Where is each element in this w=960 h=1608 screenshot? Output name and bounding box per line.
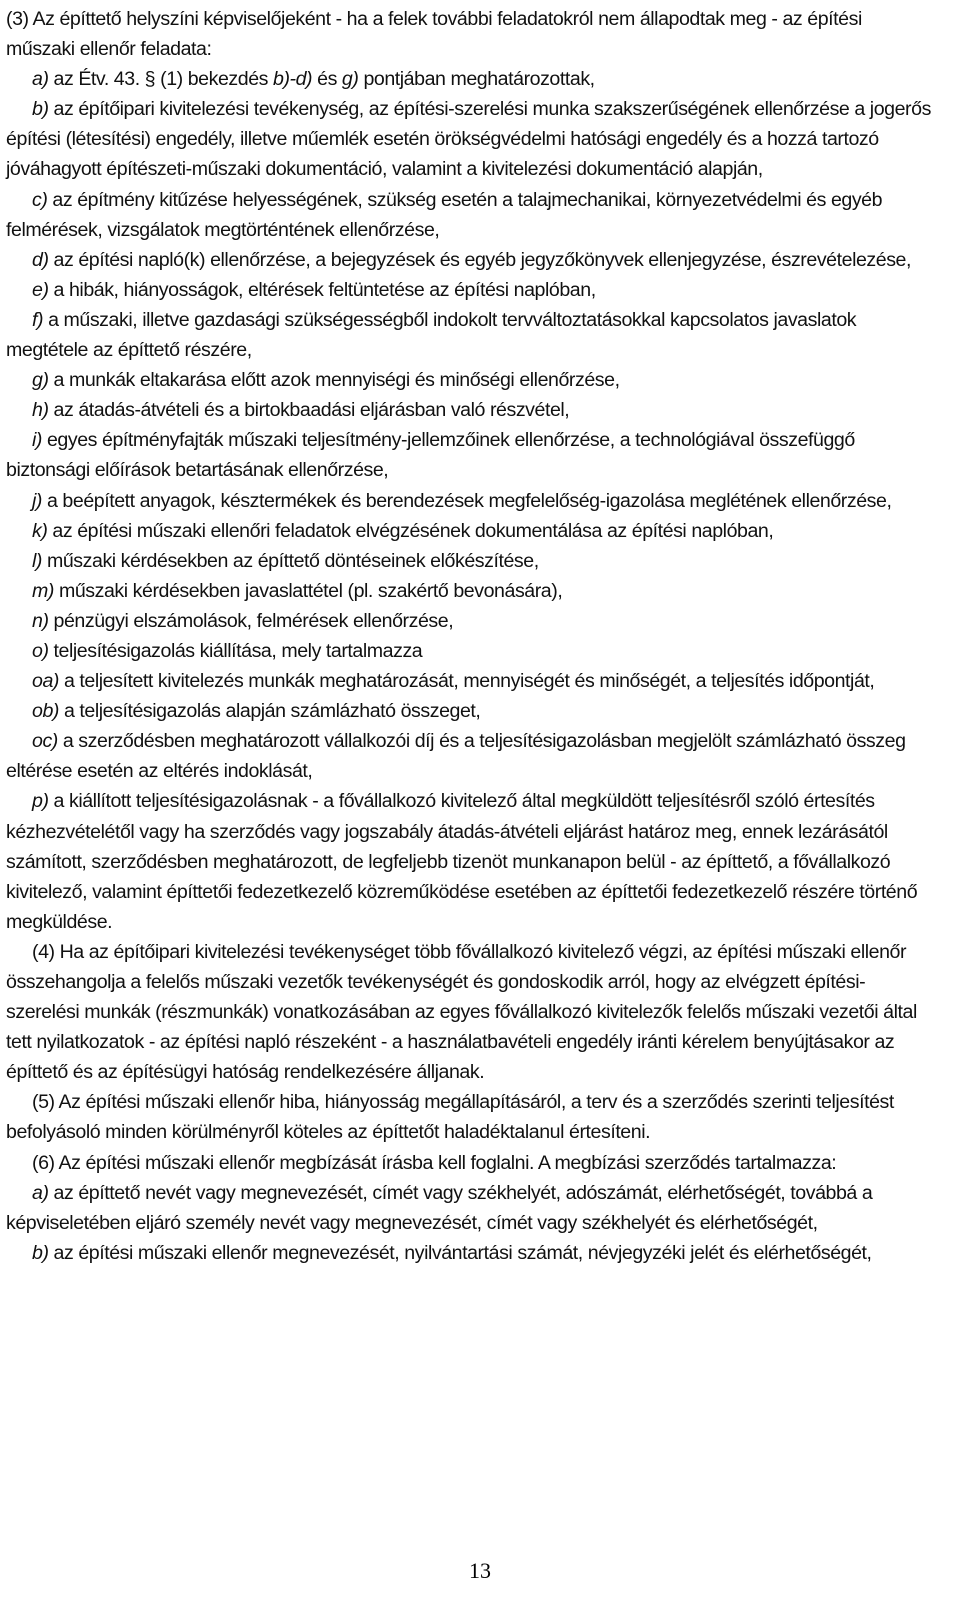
item-d: d) az építési napló(k) ellenőrzése, a bejegyzések és egyéb jegyzőkönyvek ellenjegyzése, észrevételezése, <box>32 248 911 271</box>
item-label: o) <box>32 639 49 662</box>
reference: b)-d) <box>273 68 313 91</box>
item-label: c) <box>32 188 48 211</box>
item-label: p) <box>32 790 49 813</box>
item-label: l) <box>32 549 42 572</box>
paragraph-3-intro: (3) Az építtető helyszíni képviselőjeként - ha a felek további feladatokról nem állapodtak meg - az építési műszaki ellenőr feladata: <box>6 8 862 61</box>
item-label: i) <box>32 429 42 452</box>
item-m: m) műszaki kérdésekben javaslattétel (pl. szakértő bevonására), <box>32 579 563 602</box>
item-oc: oc) a szerződésben meghatározott vállalkozói díj és a teljesítésigazolásban megjelölt számlázható összeg eltérése esetén az eltérés indoklását, <box>6 730 906 783</box>
item-label: ob) <box>32 700 59 723</box>
item-6a: a) az építtető nevét vagy megnevezését, címét vagy székhelyét, adószámát, elérhetőségét, továbbá a képviseletében eljáró személy nevét vagy megnevezését, címét vagy székhelyét és elérhetőségét, <box>6 1181 873 1234</box>
item-e: e) a hibák, hiányosságok, eltérések feltüntetése az építési naplóban, <box>32 278 596 301</box>
item-label: oa) <box>32 670 59 693</box>
item-label: a) <box>32 68 49 91</box>
item-label: b) <box>32 98 49 121</box>
item-ob: ob) a teljesítésigazolás alapján számlázható összeget, <box>32 700 481 723</box>
item-oa: oa) a teljesített kivitelezés munkák meghatározását, mennyiségét és minőségét, a teljesítés időpontját, <box>32 670 875 693</box>
item-label: b) <box>32 1241 49 1264</box>
paragraph-5: (5) Az építési műszaki ellenőr hiba, hiányosság megállapításáról, a terv és a szerződés szerinti teljesítést befolyásoló minden körülményről köteles az építtetőt haladéktalanul értesíteni. <box>6 1091 894 1144</box>
item-j: j) a beépített anyagok, késztermékek és berendezések megfelelőség-igazolása meglétének ellenőrzése, <box>32 489 892 512</box>
item-label: k) <box>32 519 48 542</box>
item-6b: b) az építési műszaki ellenőr megnevezését, nyilvántartási számát, névjegyzéki jelét és elérhetőségét, <box>32 1241 872 1264</box>
item-label: m) <box>32 579 54 602</box>
item-label: e) <box>32 278 49 301</box>
item-p: p) a kiállított teljesítésigazolásnak - a fővállalkozó kivitelező által megküldött teljesítésről szóló értesítés kézhezvételétől vagy ha szerződés vagy jogszabály átadás-átvételi eljárást határoz meg, ennek lezárásától számított, szerződésben meghatározott, de legfeljebb tizenöt munkanapon belül - az építtető, a fővállalkozó kivitelező, valamint építtetői fedezetkezelő közreműködése esetében az építtetői fedezetkezelő részére történő megküldése. <box>6 790 918 933</box>
paragraph-4: (4) Ha az építőipari kivitelezési tevékenységet több fővállalkozó kivitelező végzi, az építési műszaki ellenőr összehangolja a felelős műszaki vezetők tevékenységét és gondoskodik arról, hogy az elvégzett építési-szerelési munkák (részmunkák) vonatkozásában az egyes fővállalkozó kivitelezők felelős műszaki vezetői által tett nyilatkozatok - az építési napló részeként - a használatbavételi engedély iránti kérelem benyújtásakor az építtető és az építésügyi hatóság rendelkezésére álljanak. <box>6 940 917 1084</box>
reference: g) <box>341 68 359 91</box>
item-b: b) az építőipari kivitelezési tevékenység, az építési-szerelési munka szakszerűségének ellenőrzése a jogerős építési (létesítési) engedély, illetve műemlék esetén örökségvédelmi hatósági engedély és a hozzá tartozó jóváhagyott építészeti-műszaki dokumentáció, valamint a kivitelezési dokumentáció alapján, <box>6 98 931 181</box>
item-k: k) az építési műszaki ellenőri feladatok elvégzésének dokumentálása az építési naplóban, <box>32 519 774 542</box>
item-h: h) az átadás-átvételi és a birtokbaadási eljárásban való részvétel, <box>32 399 570 422</box>
item-label: j) <box>32 489 42 512</box>
item-label: a) <box>32 1181 49 1204</box>
item-c: c) az építmény kitűzése helyességének, szükség esetén a talajmechanikai, környezetvédelmi és egyéb felmérések, vizsgálatok megtörténtének ellenőrzése, <box>6 188 883 241</box>
item-label: oc) <box>32 730 58 753</box>
page-number: 13 <box>469 1558 491 1583</box>
paragraph-6: (6) Az építési műszaki ellenőr megbízását írásba kell foglalni. A megbízási szerződés tartalmazza: <box>32 1151 837 1174</box>
item-o: o) teljesítésigazolás kiállítása, mely tartalmazza <box>32 639 423 662</box>
item-l: l) műszaki kérdésekben az építtető döntéseinek előkészítése, <box>32 549 539 572</box>
item-i: i) egyes építményfajták műszaki teljesítmény-jellemzőinek ellenőrzése, a technológiával összefüggő biztonsági előírások betartásának ellenőrzése, <box>6 429 855 482</box>
item-label: n) <box>32 609 49 632</box>
item-n: n) pénzügyi elszámolások, felmérések ellenőrzése, <box>32 609 454 632</box>
item-f: f) a műszaki, illetve gazdasági szükségességből indokolt tervváltoztatásokkal kapcsolatos javaslatok megtétele az építtető részére, <box>6 308 857 362</box>
item-a: a) az Étv. 43. § (1) bekezdés b)-d) és g) pontjában meghatározottak, <box>32 68 595 91</box>
item-label: d) <box>32 248 49 271</box>
item-label: g) <box>32 369 49 392</box>
item-label: f) <box>32 308 44 331</box>
item-g: g) a munkák eltakarása előtt azok mennyiségi és minőségi ellenőrzése, <box>32 369 620 392</box>
item-label: h) <box>32 399 49 422</box>
